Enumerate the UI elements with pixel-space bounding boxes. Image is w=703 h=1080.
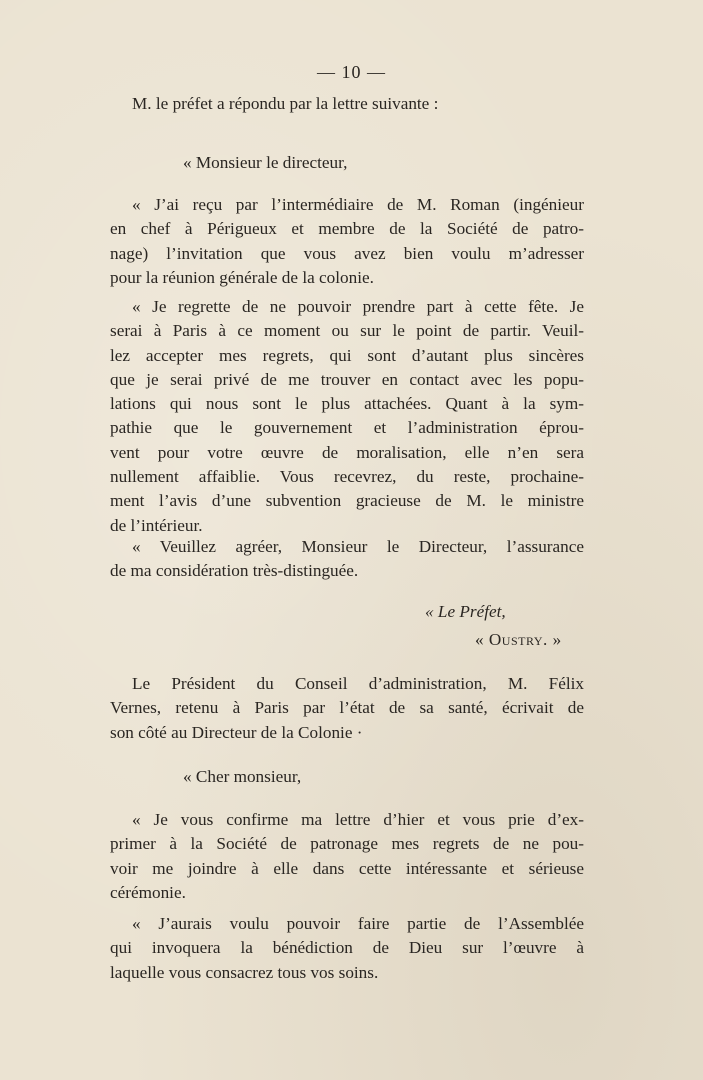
text-line: primer à la Société de patronage mes regrets de ne pou-: [110, 834, 584, 854]
text-line: cérémonie.: [110, 882, 186, 902]
intro-line: M. le préfet a répondu par la lettre suivante :: [132, 94, 439, 113]
letter2-salutation: « Cher monsieur,: [183, 767, 302, 786]
letter1-signature-name: « Oustry. »: [475, 630, 562, 649]
text-line: voir me joindre à elle dans cette intéressante et sérieuse: [110, 858, 584, 878]
text-line: pathie que le gouvernement et l’administration éprou-: [110, 418, 584, 438]
text-line: nullement affaiblie. Vous recevrez, du reste, prochaine-: [110, 467, 584, 487]
text-line: Vernes, retenu à Paris par l’état de sa santé, écrivait de: [110, 698, 584, 718]
text-line: « J’ai reçu par l’intermédiaire de M. Roman (ingénieur: [132, 195, 584, 214]
letter1-paragraph-2: [110, 295, 584, 538]
text-line: lations qui nous sont le plus attachées. Quant à la sym-: [110, 394, 584, 414]
text-line: vent pour votre œuvre de moralisation, elle n’en sera: [110, 442, 584, 462]
letter2-paragraph-2: [110, 912, 584, 985]
letter1-paragraph-1: [110, 193, 584, 290]
text-line: que je serai privé de me trouver en contact avec les popu-: [110, 369, 584, 389]
text-line: qui invoquera la bénédiction de Dieu sur l’œuvre à: [110, 938, 584, 958]
text-line: « J’aurais voulu pouvoir faire partie de l’Assemblée: [132, 914, 584, 933]
text-line: de l’intérieur.: [110, 515, 203, 535]
text-line: en chef à Périgueux et membre de la Société de patro-: [110, 219, 584, 239]
letter2-paragraph-1: [110, 808, 584, 905]
text-line: laquelle vous consacrez tous vos soins.: [110, 962, 379, 982]
text-line: lez accepter mes regrets, qui sont d’autant plus sincères: [110, 345, 584, 365]
text-line: Le Président du Conseil d’administration, M. Félix: [132, 674, 584, 693]
text-line: pour la réunion générale de la colonie.: [110, 267, 374, 287]
letter1-paragraph-3: [110, 535, 584, 584]
letter1-salutation: « Monsieur le directeur,: [183, 153, 348, 172]
text-line: « Veuillez agréer, Monsieur le Directeur, l’assurance: [132, 537, 584, 556]
transition-paragraph: [110, 672, 584, 745]
text-line: de ma considération très-distinguée.: [110, 561, 359, 581]
text-line: serai à Paris à ce moment ou sur le point de partir. Veuil-: [110, 321, 584, 341]
text-line: « Je regrette de ne pouvoir prendre part à cette fête. Je: [132, 297, 584, 316]
page-number: — 10 —: [317, 62, 386, 82]
text-line: ment l’avis d’une subvention gracieuse de M. le ministre: [110, 491, 584, 511]
text-line: « Je vous confirme ma lettre d’hier et vous prie d’ex-: [132, 810, 584, 829]
text-line: nage) l’invitation que vous avez bien voulu m’adresser: [110, 243, 584, 263]
text-line: son côté au Directeur de la Colonie ·: [110, 722, 363, 742]
letter1-signature-title: « Le Préfet,: [425, 602, 506, 621]
